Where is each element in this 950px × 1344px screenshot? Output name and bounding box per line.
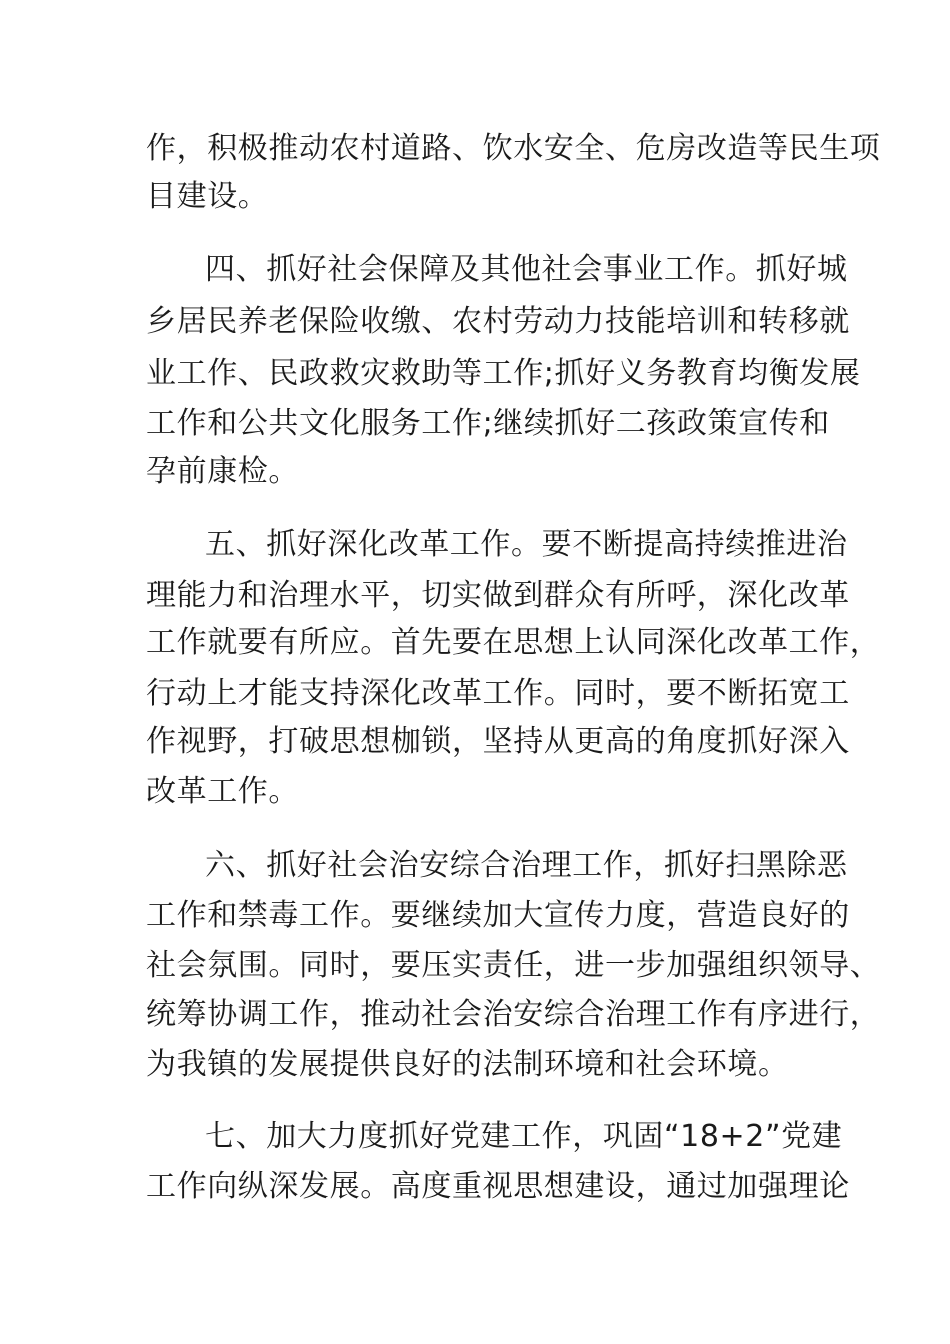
text-line: 工作就要有所应。首先要在思想上认同深化改革工作， — [146, 625, 881, 660]
paragraph-heading-line: 六、抓好社会治安综合治理工作，抓好扫黑除恶 — [205, 848, 848, 883]
text-line: 业工作、民政救灾救助等工作;抓好义务教育均衡发展 — [146, 356, 861, 391]
text-line: 孕前康检。 — [146, 454, 299, 489]
text-line: 理能力和治理水平，切实做到群众有所呼，深化改革 — [146, 578, 850, 613]
paragraph-heading-line: 五、抓好深化改革工作。要不断提高持续推进治 — [205, 527, 848, 562]
text-line: 为我镇的发展提供良好的法制环境和社会环境。 — [146, 1047, 789, 1082]
text-line: 作，积极推动农村道路、饮水安全、危房改造等民生项 — [146, 131, 881, 166]
text-line: 作视野，打破思想枷锁，坚持从更高的角度抓好深入 — [146, 724, 850, 759]
text-line: 工作和公共文化服务工作;继续抓好二孩政策宣传和 — [146, 406, 830, 441]
text-line: 改革工作。 — [146, 774, 299, 809]
text-line: 乡居民养老保险收缴、农村劳动力技能培训和转移就 — [146, 304, 850, 339]
text-line: 行动上才能支持深化改革工作。同时，要不断拓宽工 — [146, 676, 850, 711]
text-line: 目建设。 — [146, 179, 269, 214]
paragraph-heading-line: 七、加大力度抓好党建工作，巩固“18+2”党建 — [205, 1119, 843, 1154]
paragraph-heading-line: 四、抓好社会保障及其他社会事业工作。抓好城 — [205, 252, 848, 287]
text-line: 工作和禁毒工作。要继续加大宣传力度，营造良好的 — [146, 898, 850, 933]
text-line: 工作向纵深发展。高度重视思想建设，通过加强理论 — [146, 1169, 850, 1204]
text-line: 社会氛围。同时，要压实责任，进一步加强组织领导、 — [146, 948, 881, 983]
text-line: 统筹协调工作，推动社会治安综合治理工作有序进行， — [146, 997, 881, 1032]
